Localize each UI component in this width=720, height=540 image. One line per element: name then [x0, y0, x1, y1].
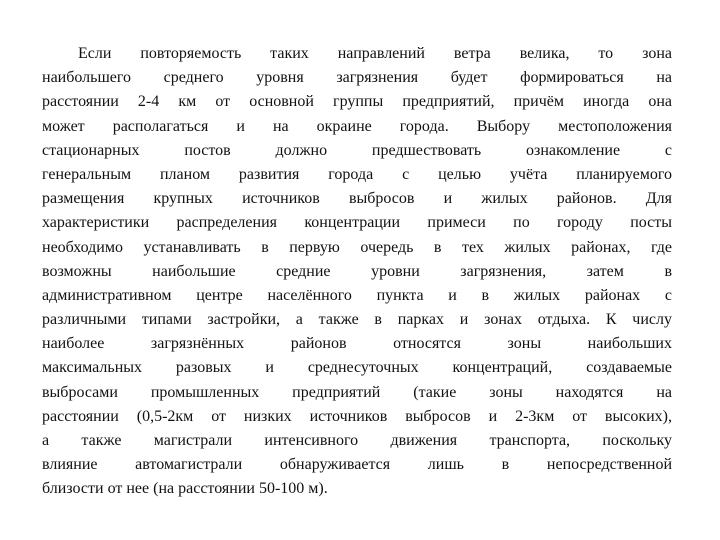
- paragraph-line: расстоянии (0,5-2км от низких источников выбросов и 2-3км от высоких),: [42, 407, 672, 425]
- paragraph-line: наибольшего среднего уровня загрязнения будет формироваться на: [42, 69, 672, 87]
- paragraph-line: близости от нее (на расстоянии 50-100 м).: [42, 480, 328, 498]
- paragraph-line: возможны наибольшие средние уровни загрязнения, затем в: [42, 262, 672, 280]
- paragraph-line: наиболее загрязнённых районов относятся зоны наибольших: [42, 335, 672, 353]
- paragraph-line: стационарных постов должно предшествовать ознакомление с: [42, 141, 672, 159]
- paragraph: [42, 42, 672, 502]
- paragraph-line: влияние автомагистрали обнаруживается лишь в непосредственной: [42, 456, 672, 474]
- paragraph-line: расстоянии 2-4 км от основной группы предприятий, причём иногда она: [42, 93, 672, 111]
- paragraph-line: размещения крупных источников выбросов и жилых районов. Для: [42, 190, 672, 208]
- paragraph-line: характеристики распределения концентрации примеси по городу посты: [42, 214, 672, 232]
- paragraph-line: административном центре населённого пункта и в жилых районах с: [42, 286, 672, 304]
- paragraph-line: генеральным планом развития города с целью учёта планируемого: [42, 165, 672, 183]
- paragraph-line: Если повторяемость таких направлений ветра велика, то зона: [78, 45, 672, 62]
- paragraph-line: максимальных разовых и среднесуточных концентраций, создаваемые: [42, 359, 672, 377]
- paragraph-line: необходимо устанавливать в первую очередь в тех жилых районах, где: [42, 238, 672, 256]
- paragraph-line: а также магистрали интенсивного движения транспорта, поскольку: [42, 432, 672, 449]
- paragraph-line: выбросами промышленных предприятий (такие зоны находятся на: [42, 383, 672, 401]
- paragraph-line: может располагаться и на окраине города. Выбору местоположения: [42, 117, 672, 135]
- paragraph-line: различными типами застройки, а также в парках и зонах отдыха. К числу: [42, 311, 672, 329]
